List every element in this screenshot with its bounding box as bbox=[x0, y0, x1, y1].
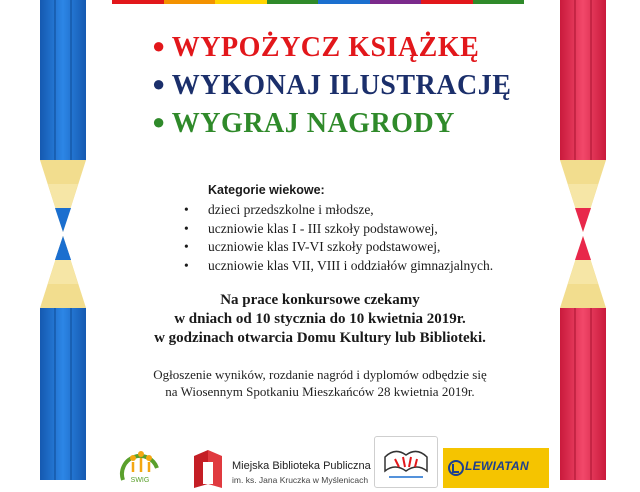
swig-logo bbox=[113, 442, 167, 484]
slogan-illustrate: ● WYKONAJ ILUSTRACJĘ bbox=[152, 70, 512, 101]
bullet-dot-icon: ● bbox=[152, 33, 166, 58]
right-pencil-decoration bbox=[560, 0, 606, 480]
sponsor-logos bbox=[0, 434, 640, 485]
bullet-dot-icon: ● bbox=[152, 109, 166, 134]
library-name: Miejska Biblioteka Publiczna bbox=[232, 460, 371, 472]
submission-line: Na prace konkursowe czekamy bbox=[220, 292, 420, 308]
culture-house-logo bbox=[374, 436, 438, 488]
results-event: na Wiosennym Spotkaniu Mieszkańców 28 kwietnia 2019r. bbox=[165, 384, 475, 399]
library-logo bbox=[190, 448, 370, 488]
bullet-icon: • bbox=[184, 220, 189, 236]
list-item: • uczniowie klas I - III szkoły podstawowej, bbox=[184, 220, 493, 239]
top-color-stripes bbox=[112, 0, 524, 4]
categories-title: Kategorie wiekowe: bbox=[208, 183, 325, 197]
submission-dates: w dniach od 10 stycznia do 10 kwietnia 2019r. bbox=[174, 311, 466, 327]
lewiatan-text: LEWIATAN bbox=[465, 459, 529, 473]
categories-list bbox=[184, 201, 493, 275]
submission-hours: w godzinach otwarcia Domu Kultury lub Biblioteki. bbox=[154, 330, 486, 346]
bullet-icon: • bbox=[184, 239, 189, 254]
lewiatan-logo bbox=[443, 448, 549, 488]
bullet-icon: • bbox=[184, 202, 189, 217]
left-pencil-decoration bbox=[40, 0, 86, 480]
bullet-icon: • bbox=[184, 257, 189, 273]
list-item: • dzieci przedszkolne i młodsze, bbox=[184, 201, 493, 220]
results-line: Ogłoszenie wyników, rozdanie nagród i dyplomów odbędzie się bbox=[153, 367, 487, 382]
bullet-dot-icon: ● bbox=[152, 71, 166, 96]
list-item: • uczniowie klas IV-VI szkoły podstawowej, bbox=[184, 238, 493, 257]
submission-info bbox=[120, 291, 520, 348]
library-subtitle: im. ks. Jana Kruczka w Myślenicach bbox=[232, 475, 369, 485]
slogan-win: ● WYGRAJ NAGRODY bbox=[152, 108, 455, 139]
slogan-list bbox=[152, 28, 552, 142]
list-item: • uczniowie klas VII, VIII i oddziałów gimnazjalnych. bbox=[184, 257, 493, 276]
slogan-borrow: ● WYPOŻYCZ KSIĄŻKĘ bbox=[152, 32, 480, 63]
results-info bbox=[120, 366, 520, 400]
swig-logo-text: SWIG bbox=[130, 477, 150, 484]
